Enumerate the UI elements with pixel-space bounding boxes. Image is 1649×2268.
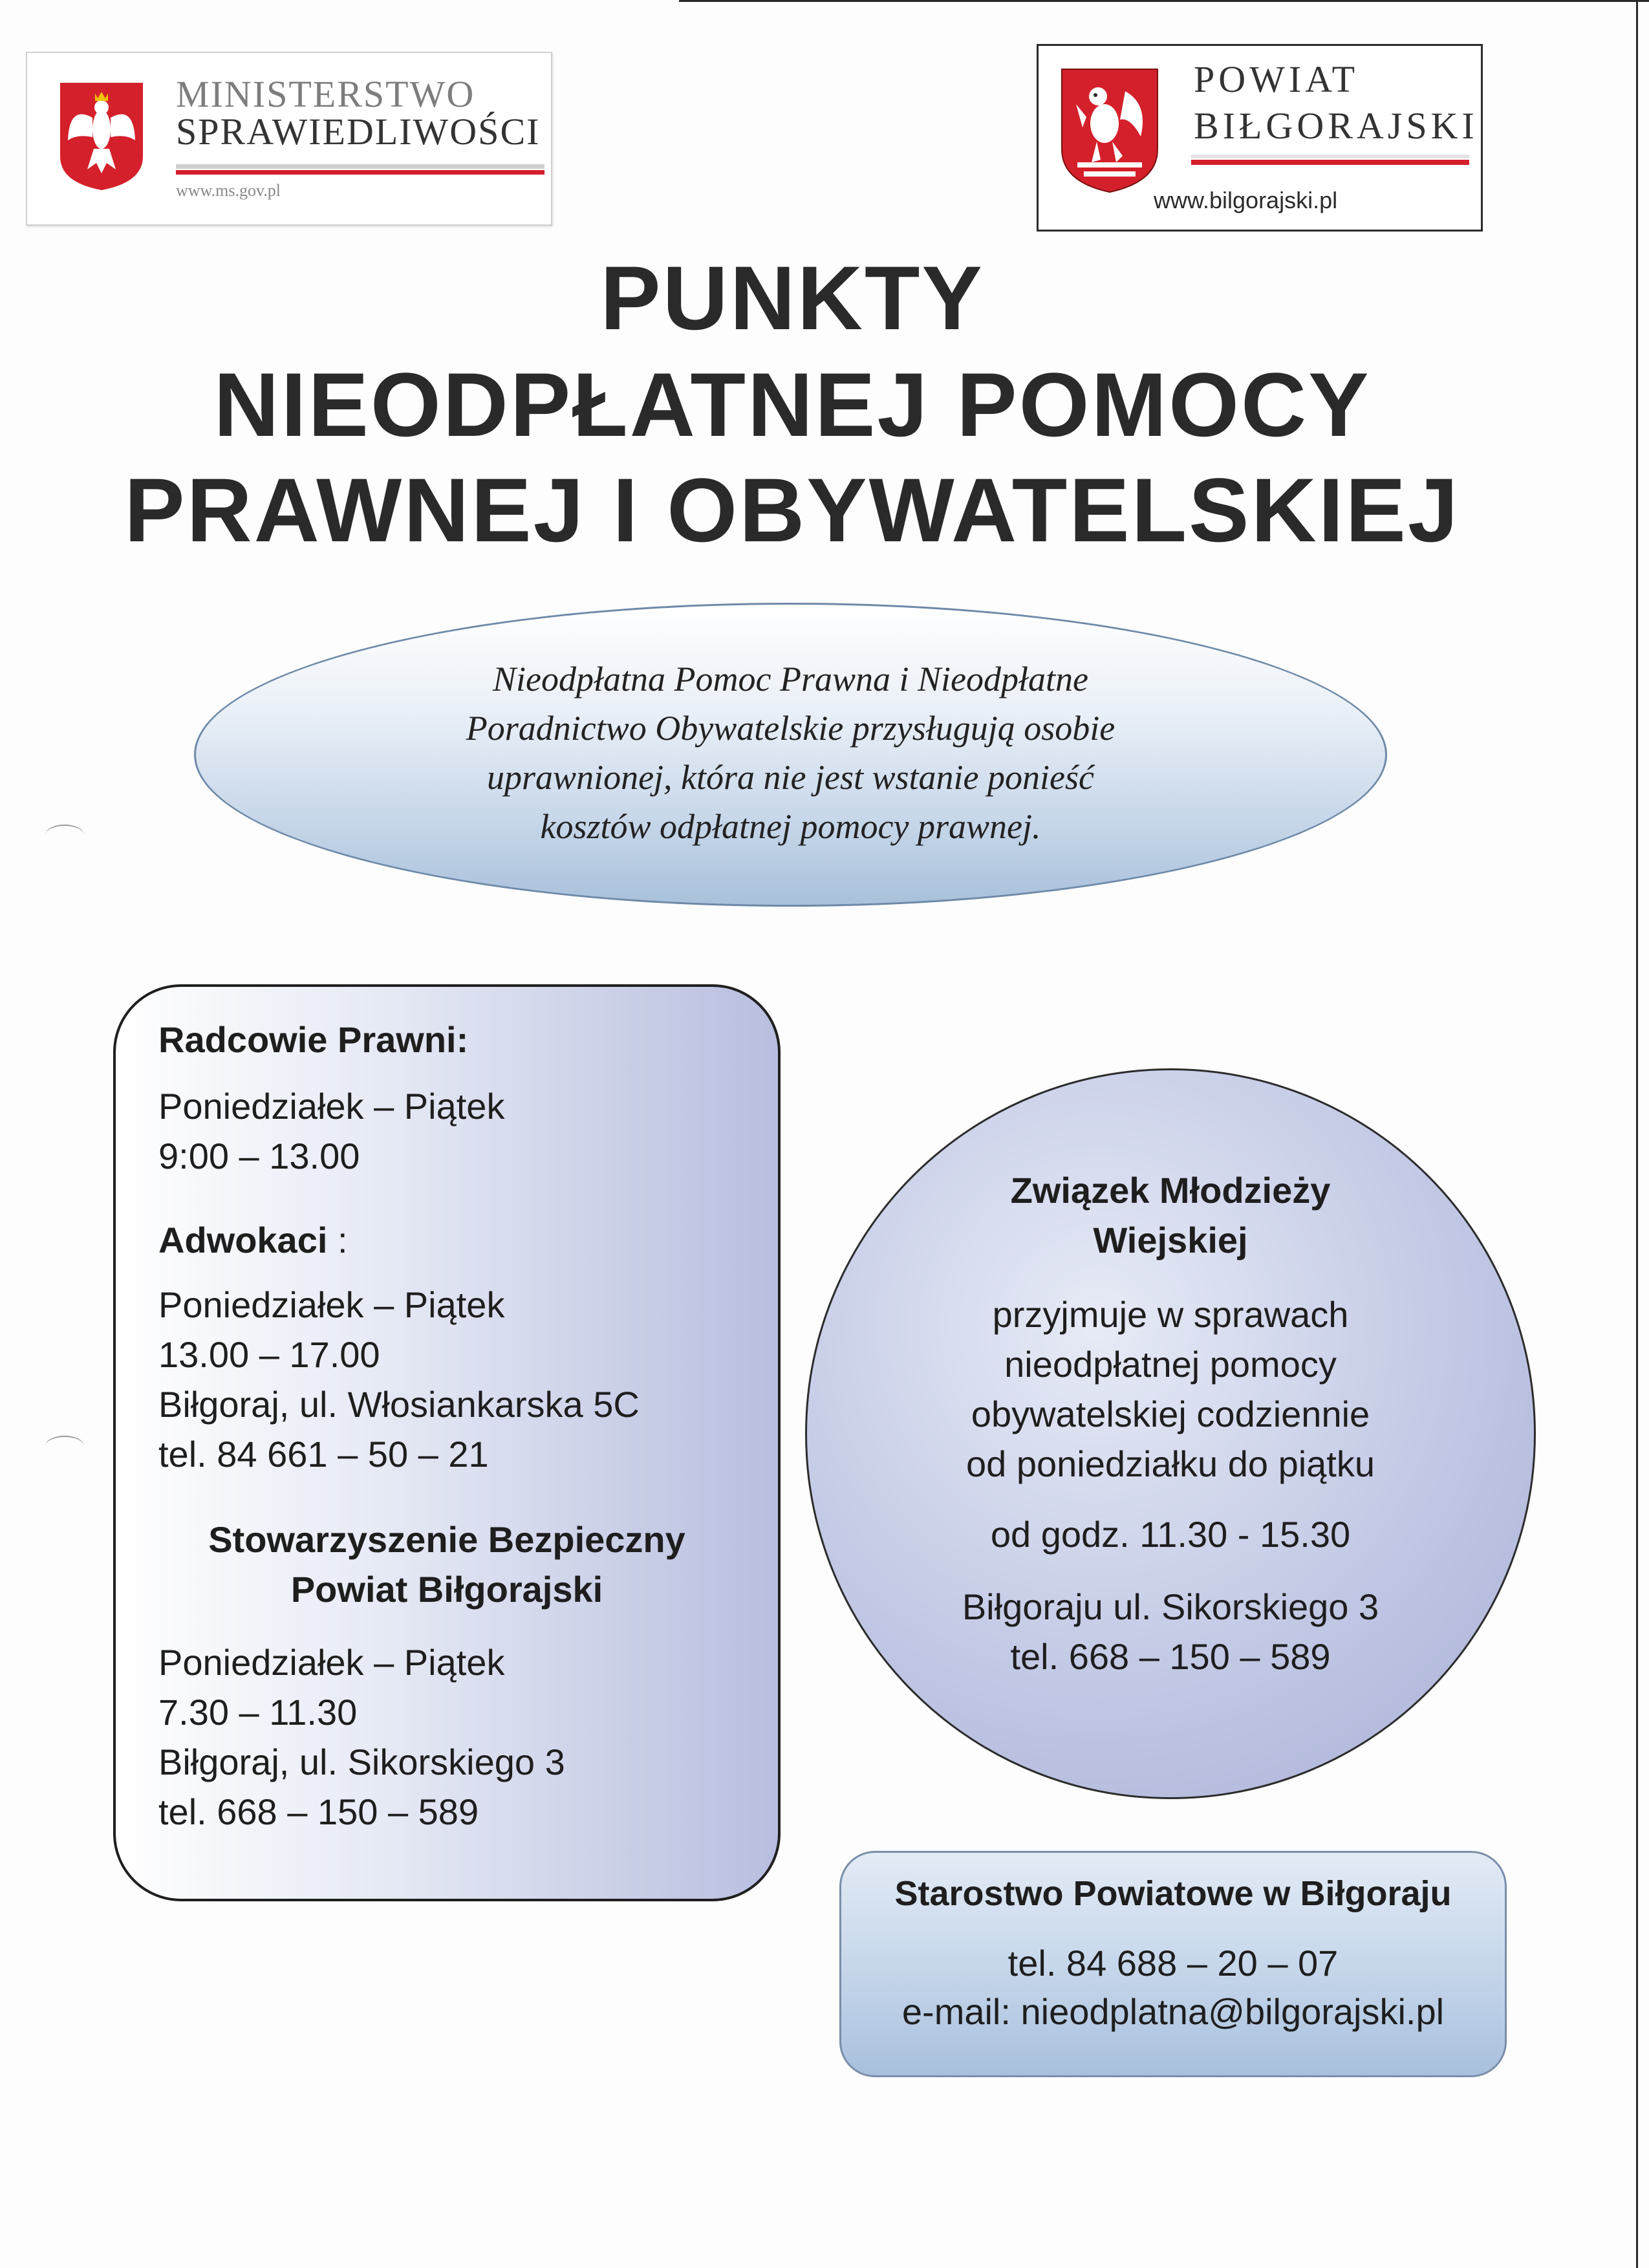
page-title-line2: NIEODPŁATNEJ POMOCY <box>213 354 1371 455</box>
youth-union-address: Biłgoraju ul. Sikorskiego 3 <box>962 1586 1379 1627</box>
flag-stripe-white <box>1191 155 1469 158</box>
intro-line: kosztów odpłatnej pomocy prawnej. <box>540 807 1041 846</box>
youth-union-body: obywatelskiej codziennie <box>971 1394 1370 1434</box>
adwokaci-colon: : <box>327 1220 348 1260</box>
stowarzyszenie-heading-line2: Powiat Biłgorajski <box>290 1569 603 1610</box>
radcy-heading: Radcowie Prawni: <box>158 1019 469 1060</box>
adwokaci-heading-row <box>158 1219 348 1261</box>
youth-union-body: od poniedziałku do piątku <box>965 1443 1375 1484</box>
ministry-url: www.ms.gov.pl <box>176 181 281 200</box>
scan-hole-mark <box>45 1436 84 1456</box>
scan-top-border <box>679 0 1649 2</box>
flag-stripe-red <box>1191 160 1469 165</box>
page-title-line1: PUNKTY <box>600 247 984 349</box>
page-title-line3: PRAWNEJ I OBYWATELSKIEJ <box>124 459 1460 561</box>
scan-hole-mark <box>45 825 84 845</box>
county-name-line2: BIŁGORAJSKI <box>1194 105 1478 147</box>
adwokaci-address: Biłgoraj, ul. Włosiankarska 5C <box>158 1384 640 1425</box>
adwokaci-days: Poniedziałek – Piątek <box>158 1284 505 1325</box>
stowarzyszenie-address: Biłgoraj, ul. Sikorskiego 3 <box>158 1742 565 1782</box>
youth-union-hours: od godz. 11.30 - 15.30 <box>990 1514 1351 1555</box>
intro-line: Nieodpłatna Pomoc Prawna i Nieodpłatne <box>493 660 1088 698</box>
county-logo <box>1037 44 1483 232</box>
stowarzyszenie-heading-line1: Stowarzyszenie Bezpieczny <box>208 1519 685 1560</box>
radcy-hours: 9:00 – 13.00 <box>158 1136 360 1176</box>
youth-union-body: nieodpłatnej pomocy <box>1004 1344 1337 1385</box>
stowarzyszenie-hours: 7.30 – 11.30 <box>158 1692 358 1733</box>
youth-union-heading-line1: Związek Młodzieży <box>1010 1170 1331 1211</box>
starostwo-email[interactable]: e-mail: nieodplatna@bilgorajski.pl <box>901 1991 1445 2032</box>
intro-line: Poradnictwo Obywatelskie przysługują osobie <box>466 709 1116 748</box>
adwokaci-heading: Adwokaci <box>158 1220 328 1260</box>
adwokaci-phone: tel. 84 661 – 50 – 21 <box>158 1434 489 1474</box>
flag-stripe-red <box>176 170 544 175</box>
starostwo-phone: tel. 84 688 – 20 – 07 <box>1008 1943 1339 1983</box>
adwokaci-hours: 13.00 – 17.00 <box>158 1334 380 1375</box>
starostwo-heading: Starostwo Powiatowe w Biłgoraju <box>894 1874 1452 1913</box>
stowarzyszenie-days: Poniedziałek – Piątek <box>158 1642 505 1683</box>
polish-eagle-emblem-icon <box>56 79 147 192</box>
flag-stripe-white <box>176 164 544 169</box>
youth-union-heading-line2: Wiejskiej <box>1093 1220 1248 1260</box>
youth-union-phone: tel. 668 – 150 – 589 <box>1010 1636 1331 1677</box>
ministry-name-line1: MINISTERSTWO <box>176 73 475 115</box>
county-name-line1: POWIAT <box>1194 58 1359 100</box>
intro-line: uprawnionej, która nie jest wstanie ponieść <box>487 758 1094 797</box>
ministry-name-line2: SPRAWIEDLIWOŚCI <box>176 111 541 153</box>
county-coat-of-arms-icon <box>1058 65 1161 195</box>
intro-text <box>194 654 1387 851</box>
scan-right-border <box>1636 0 1638 2268</box>
radcy-days: Poniedziałek – Piątek <box>158 1086 505 1127</box>
youth-union-body: przyjmuje w sprawach <box>992 1294 1349 1335</box>
stowarzyszenie-phone: tel. 668 – 150 – 589 <box>158 1791 479 1832</box>
county-url: www.bilgorajski.pl <box>1154 187 1338 213</box>
ministry-logo <box>26 52 552 226</box>
